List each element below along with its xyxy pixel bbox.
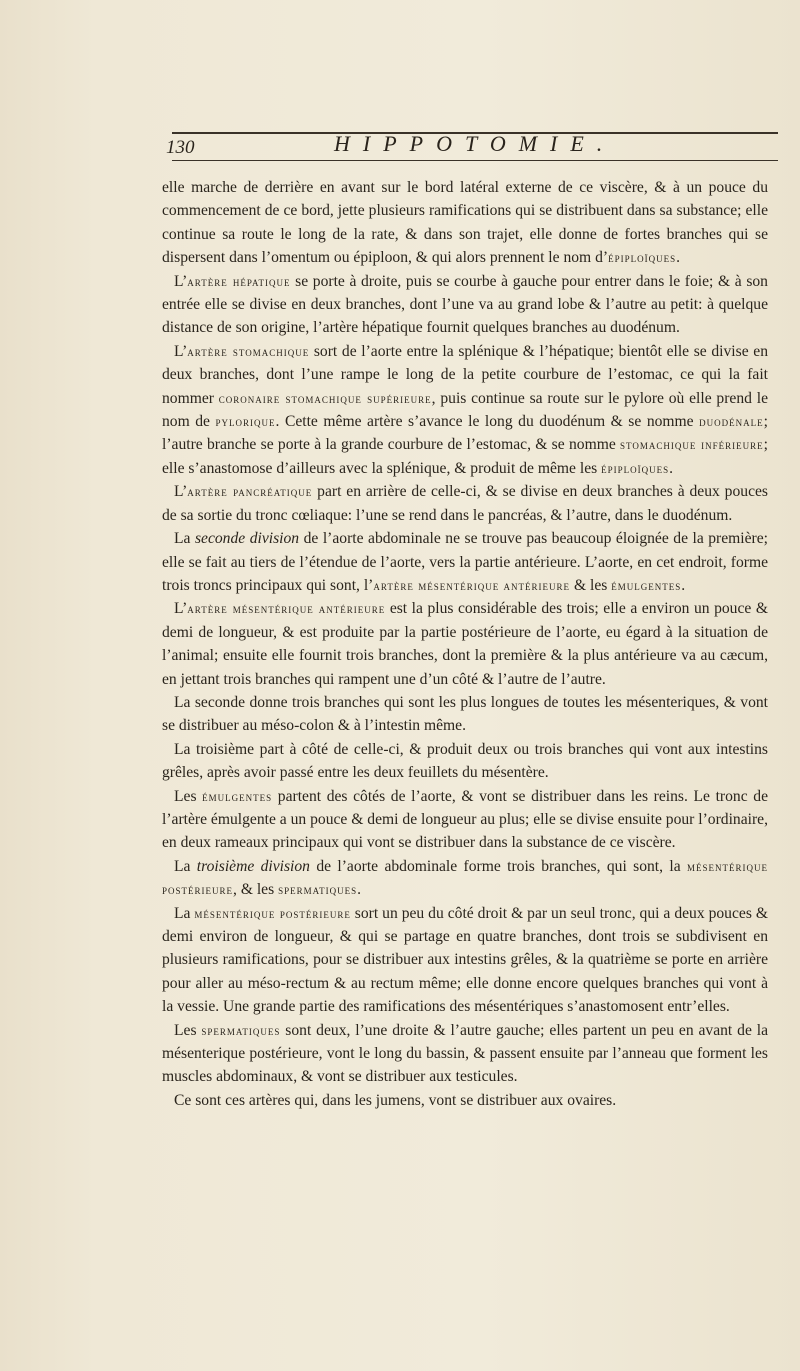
text-run: .	[669, 459, 674, 477]
small-caps-term: épiploïques	[608, 250, 677, 266]
paragraph	[162, 270, 768, 340]
paragraph	[162, 855, 768, 902]
paragraph	[162, 785, 768, 855]
paragraph	[162, 176, 768, 270]
small-caps-term: artère mésentérique antérieure	[373, 577, 571, 593]
small-caps-term: mésentérique postérieure	[162, 858, 768, 898]
text-run: . Cette même artère s’avance le long du duodénum & se nomme	[275, 413, 700, 431]
text-run: ; elle s’anastomose d’ailleurs avec la splénique, & produit de même les	[162, 436, 768, 477]
text-run: elle marche de derrière en avant sur le bord latéral externe de ce viscère, & à un pouce du commencement de ce bord, jette plusieurs ramifications qui se distribuent dans sa substance; elle continue sa route le long de la rate, & dans son trajet, elle donne de fortes branches qui se dispersent dans l’omentum ou épiploon, & qui alors prennent le nom d’	[162, 179, 768, 267]
small-caps-term: artère mésentérique antérieure	[187, 601, 386, 617]
header-rule-bottom	[172, 160, 778, 161]
small-caps-term: artère hépatique	[187, 273, 291, 289]
paragraph	[162, 340, 768, 480]
small-caps-term: émulgentes	[611, 577, 682, 593]
small-caps-term: artère stomachique	[187, 343, 310, 359]
text-run: L’	[174, 483, 188, 501]
text-run: se porte à droite, puis se courbe à gauche pour entrer dans le foie; & à son entrée elle se divise en deux branches, dont l’une va au grand lobe & l’autre au petit: à quelque distance de son origine, l’artère hépatique fournit quelques branches au duodénum.	[162, 272, 768, 337]
text-run: Les	[174, 787, 203, 805]
paragraph	[162, 597, 768, 691]
page-number: 130	[166, 137, 195, 158]
italic-term: troisième division	[196, 857, 310, 875]
text-run: , puis continue sa route sur le pylore où elle prend le nom de	[162, 389, 768, 431]
text-run: de l’aorte abdominale forme trois branches, qui sont, la	[309, 857, 687, 875]
small-caps-term: spermatiques	[278, 882, 358, 898]
text-run: .	[681, 576, 686, 594]
text-run: sort de l’aorte entre la splénique & l’hépatique; bientôt elle se divise en deux branches, dont l’une rampe le long de la petite courbure de l’estomac, ce qui la fait nommer	[162, 342, 768, 407]
text-run: .	[357, 881, 361, 899]
paragraph	[162, 480, 768, 527]
small-caps-term: épiploïques	[601, 460, 670, 476]
paragraph	[162, 1019, 768, 1089]
small-caps-term: stomachique inférieure	[620, 437, 764, 453]
paragraph	[162, 527, 768, 597]
text-run: L’	[174, 342, 188, 360]
running-title: HIPPOTOMIE.	[334, 131, 616, 156]
small-caps-term: coronaire stomachique supérieure	[218, 390, 432, 406]
text-run: partent des côtés de l’aorte, & vont se distribuer dans les reins. Le tronc de l’artère émulgente a un pouce & demi de longueur au plus; elle se divise ensuite pour l’ordinaire, en deux rameaux principaux qui vont se distribuer dans la substance de ce viscère.	[162, 787, 768, 852]
text-run: La seconde donne trois branches qui sont les plus longues de toutes les mésenteriques, & vont se distribuer au méso-colon & à l’intestin même.	[162, 693, 768, 735]
text-run: La troisième part à côté de celle-ci, & produit deux ou trois branches qui vont aux intestins grêles, après avoir passé entre les deux feuillets du mésentère.	[162, 740, 768, 782]
small-caps-term: mésentérique postérieure	[194, 905, 351, 921]
small-caps-term: émulgentes	[202, 788, 273, 804]
text-run: La	[174, 857, 197, 875]
small-caps-term: spermatiques	[201, 1022, 281, 1038]
text-run: La	[174, 904, 195, 922]
small-caps-term: duodénale	[699, 414, 764, 430]
text-run: sort un peu du côté droit & par un seul tronc, qui a deux pouces & demi environ de longueur, & qui se partage en quatre branches, dont trois se subdivisent en plusieurs ramifications, pour se distribuer aux intestins grêles, & la quatrième se porte en arrière pour aller au méso-rectum & au rectum même; elle donne encore quelques branches qui vont à la vessie. Une grande partie des ramifications des mésentériques s’anastomosent entr’elles.	[162, 904, 768, 1016]
text-run: de l’aorte abdominale ne se trouve pas beaucoup éloignée de la première; elle se fait au tiers de l’étendue de l’aorte, vers la partie antérieure. L’aorte, en cet endroit, forme trois troncs principaux qui sont, l’	[162, 530, 769, 594]
text-run: part en arrière de celle-ci, & se divise en deux branches à deux pouces de sa sortie du tronc cœliaque: l’une se rend dans le pancréas, & l’autre, dans le duodénum.	[162, 483, 768, 524]
text-run: est la plus considérable des trois; elle a environ un pouce & demi de longueur, & est produite par la partie postérieure de l’aorte, eu égard à la situation de l’animal; ensuite elle fournit trois branches, dont la première & la plus antérieure va au cæcum, en jettant trois branches qui rampent une d’un côté & l’autre de l’autre.	[162, 600, 768, 688]
text-run: Ce sont ces artères qui, dans les jumens, vont se distribuer aux ovaires.	[174, 1091, 617, 1109]
paragraph	[162, 691, 768, 738]
body-text	[162, 176, 768, 1112]
paragraph	[162, 738, 768, 785]
text-run: sont deux, l’une droite & l’autre gauche; elles partent un peu en avant de la mésenterique postérieure, vont le long du bassin, & passent ensuite par l’anneau que forment les muscles abdominaux, & vont se distribuer aux testicules.	[162, 1021, 768, 1086]
text-run: & les	[570, 576, 612, 594]
small-caps-term: artère pancréatique	[187, 484, 313, 500]
text-run: Les	[174, 1021, 202, 1039]
text-run: ; l’autre branche se porte à la grande courbure de l’estomac, & se nomme	[162, 413, 768, 454]
text-run: L’	[174, 600, 188, 618]
paragraph	[162, 1089, 768, 1112]
text-run: L’	[174, 272, 188, 290]
text-run: , & les	[233, 881, 279, 899]
text-run: .	[676, 249, 680, 267]
paragraph	[162, 902, 768, 1019]
small-caps-term: pylorique	[215, 414, 276, 430]
text-run: La	[174, 530, 195, 548]
italic-term: seconde division	[194, 530, 300, 548]
